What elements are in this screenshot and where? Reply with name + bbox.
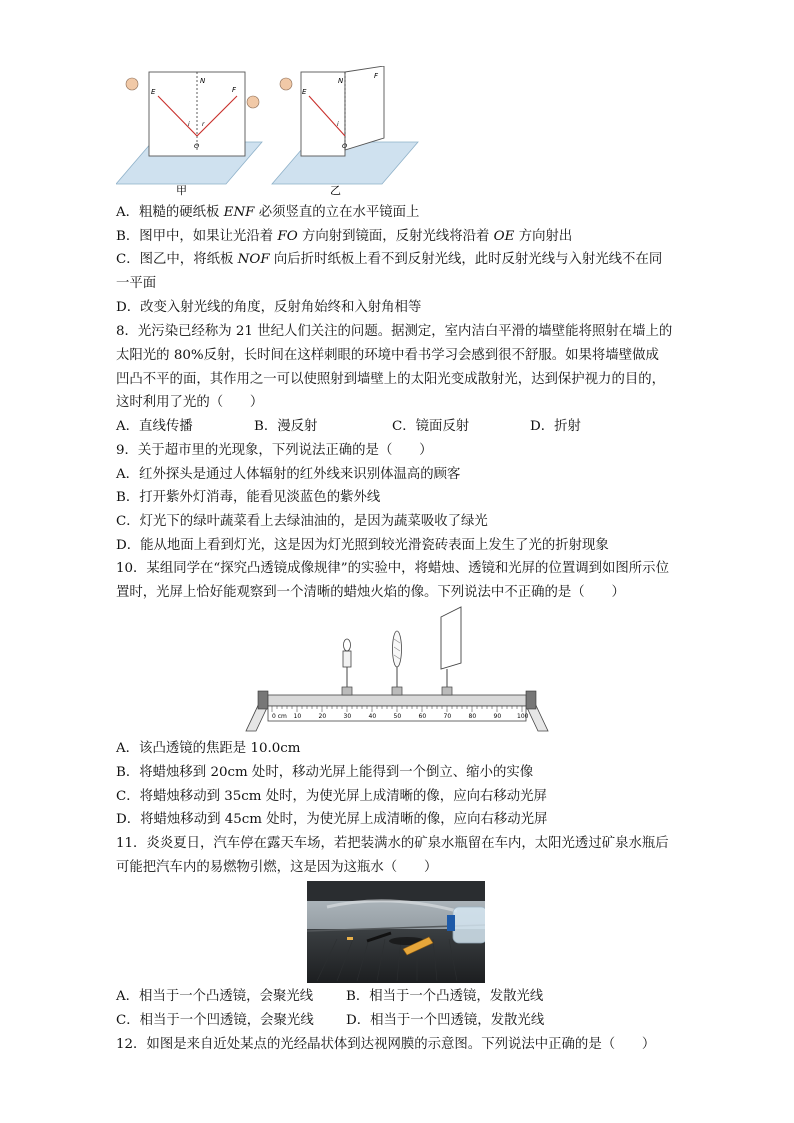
q7-option-d: D．改变入射光线的角度，反射角始终和入射角相等 bbox=[116, 300, 422, 315]
q10-stem-2: 置时，光屏上恰好能观察到一个清晰的蜡烛火焰的像。下列说法中不正确的是（ ） bbox=[116, 585, 625, 600]
ruler-unit-label: 0 cm bbox=[272, 713, 287, 720]
ruler-tick-label: 60 bbox=[418, 713, 427, 720]
convex-lens bbox=[392, 631, 402, 695]
q8-option-d: D．折射 bbox=[530, 419, 581, 434]
q9-option-d: D．能从地面上看到灯光，这是因为灯光照到较光滑瓷砖表面上发生了光的折射现象 bbox=[116, 538, 609, 553]
water-bottle bbox=[447, 907, 485, 943]
q11-option-b: B．相当于一个凸透镜，发散光线 bbox=[346, 989, 544, 1004]
label-N-right: N bbox=[338, 77, 344, 85]
label-O-left: O bbox=[194, 142, 200, 150]
label-N-left: N bbox=[200, 77, 206, 85]
q11-options-row1 bbox=[116, 988, 543, 1006]
q7-option-b: B．图甲中，如果让光沿着 FO 方向射到镜面，反射光线将沿着 OE 方向射出 bbox=[116, 229, 573, 244]
label-E-right: E bbox=[302, 88, 307, 96]
q7-option-a: A．粗糙的硬纸板 ENF 必须竖直的立在水平镜面上 bbox=[116, 205, 420, 220]
label-i-right: i bbox=[337, 121, 339, 128]
label-F-right: F bbox=[374, 72, 379, 80]
q11-stem-1: 11．炎炎夏日，汽车停在露天车场，若把装满水的矿泉水瓶留在车内，太阳光透过矿泉水瓶后 bbox=[116, 836, 669, 851]
q9-option-c: C．灯光下的绿叶蔬菜看上去绿油油的，是因为蔬菜吸收了绿光 bbox=[116, 514, 488, 529]
q11-option-d: D．相当于一个凹透镜，发散光线 bbox=[346, 1013, 545, 1028]
q12-stem: 12．如图是来自近处某点的光经晶状体到达视网膜的示意图。下列说法中正确的是（ ） bbox=[116, 1037, 656, 1052]
label-r-left: r bbox=[202, 121, 205, 128]
q9-stem: 9．关于超市里的光现象，下列说法正确的是（ ） bbox=[116, 443, 433, 458]
ruler-tick-label: 10 bbox=[293, 713, 302, 720]
q10-stem-1: 10．某组同学在“探究凸透镜成像规律”的实验中，将蜡烛、透镜和光屏的位置调到如图所示位 bbox=[116, 561, 669, 576]
ruler-tick-label: 20 bbox=[318, 713, 327, 720]
q10-option-a: A．该凸透镜的焦距是 10.0cm bbox=[116, 741, 301, 756]
ruler-tick-label: 90 bbox=[493, 713, 502, 720]
ruler-tick-label: 40 bbox=[368, 713, 377, 720]
q10-option-c: C．将蜡烛移动到 35cm 处时，为使光屏上成清晰的像，应向右移动光屏 bbox=[116, 789, 547, 804]
q10-option-d: D．将蜡烛移动到 45cm 处时，为使光屏上成清晰的像，应向右移动光屏 bbox=[116, 812, 548, 827]
q9-option-b: B．打开紫外灯消毒，能看见淡蓝色的紫外线 bbox=[116, 490, 381, 505]
q8-option-c: C．镜面反射 bbox=[392, 419, 470, 434]
q11-option-c: C．相当于一个凹透镜，会聚光线 bbox=[116, 1013, 314, 1028]
label-E-left: E bbox=[151, 88, 156, 96]
q8-option-b: B．漫反射 bbox=[254, 419, 318, 434]
ruler-tick-label: 30 bbox=[343, 713, 352, 720]
q9-option-a: A．红外探头是通过人体辐射的红外线来识别体温高的顾客 bbox=[116, 467, 461, 482]
ruler-tick-label: 50 bbox=[393, 713, 402, 720]
ruler-tick-label: 80 bbox=[468, 713, 477, 720]
optical-bench-figure bbox=[244, 603, 550, 735]
q11-option-a: A．相当于一个凸透镜，会聚光线 bbox=[116, 989, 314, 1004]
q8-stem-1: 8．光污染已经称为 21 世纪人们关注的问题。据测定，室内洁白平滑的墙壁能将照射在墙上的 bbox=[116, 324, 673, 339]
caption-jia: 甲 bbox=[176, 184, 187, 197]
label-O-right: O bbox=[342, 142, 348, 150]
q10-option-b: B．将蜡烛移到 20cm 处时，移动光屏上能得到一个倒立、缩小的实像 bbox=[116, 765, 534, 780]
reflection-figure bbox=[116, 66, 422, 200]
candle bbox=[342, 639, 352, 695]
caption-yi: 乙 bbox=[330, 184, 341, 197]
q8-options bbox=[116, 418, 581, 436]
car-dashboard-photo bbox=[307, 881, 485, 983]
light-screen bbox=[441, 607, 461, 695]
label-F-left: F bbox=[232, 86, 237, 94]
label-i-left: i bbox=[188, 121, 190, 128]
q7-option-c: C．图乙中，将纸板 NOF 向后折时纸板上看不到反射光线，此时反射光线与入射光线不在同 bbox=[116, 252, 663, 267]
q8-stem-3: 凹凸不平的面，其作用之一可以使照射到墙壁上的太阳光变成散射光，达到保护视力的目的， bbox=[116, 372, 666, 387]
q8-stem-2: 太阳光的 80%反射，长时间在这样刺眼的环境中看书学习会感到很不舒服。如果将墙壁做成 bbox=[116, 348, 659, 363]
q8-stem-4: 这时利用了光的（ ） bbox=[116, 395, 264, 410]
q11-options-row2 bbox=[116, 1012, 544, 1030]
q8-option-a: A．直线传播 bbox=[116, 419, 193, 434]
q11-stem-2: 可能把汽车内的易燃物引燃，这是因为这瓶水（ ） bbox=[116, 860, 438, 875]
q7-option-c-cont: 一平面 bbox=[116, 276, 157, 291]
ruler-tick-label: 100 bbox=[517, 713, 529, 720]
ruler-tick-label: 70 bbox=[443, 713, 452, 720]
